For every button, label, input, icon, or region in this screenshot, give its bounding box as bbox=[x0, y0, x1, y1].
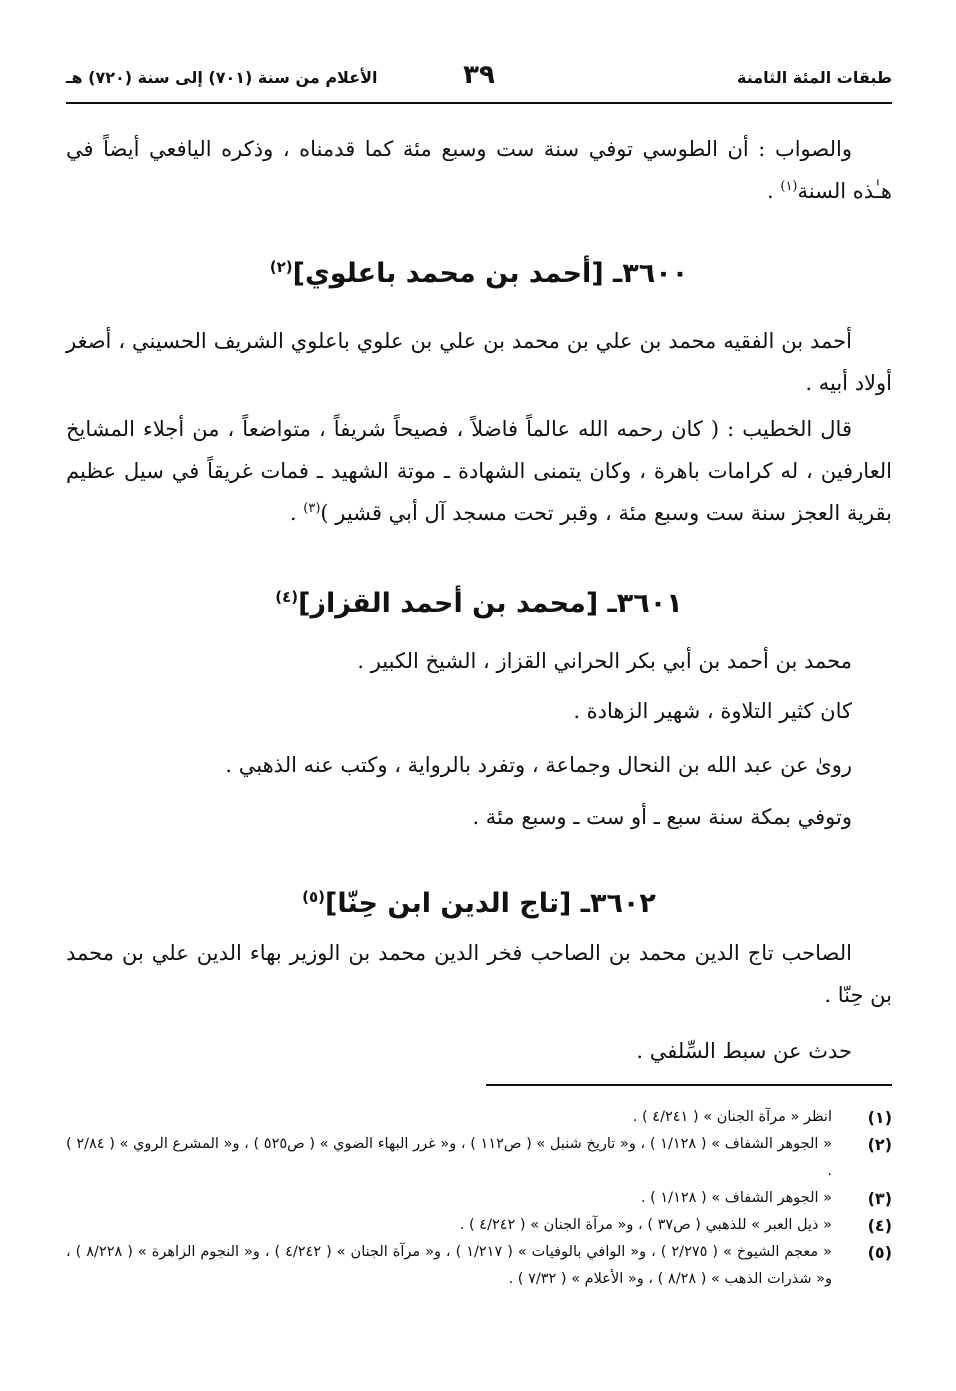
entry-heading-3602 bbox=[66, 884, 892, 924]
footnote-item bbox=[66, 1104, 892, 1131]
footnote-ref: (٢) bbox=[269, 258, 293, 276]
entry-3600-paragraph-2 bbox=[66, 408, 892, 534]
footnote-text: « الجوهر الشفاف » ( ١/١٢٨ ) ، و« تاريخ شنبل » ( ص١١٢ ) ، و« غرر البهاء الضوي » ( ص٥٢٥ ) ، و« المشرع الروي » ( ٢/٨٤ ) . bbox=[66, 1136, 832, 1179]
footnote-ref: (٥) bbox=[302, 888, 325, 906]
entry-3600-paragraph-1 bbox=[66, 320, 892, 404]
intro-text: والصواب : أن الطوسي توفي سنة ست وسبع مئة كما قدمناه ، وذكره اليافعي أيضاً في هـٰذه السنة bbox=[66, 137, 892, 203]
paragraph-text: حدث عن سبط السِّلفي . bbox=[636, 1039, 852, 1063]
paragraph-text: قال الخطيب : ( كان رحمه الله عالماً فاضلاً ، فصيحاً شريفاً ، متواضعاً ، من أجلاء المشايخ العارفين ، له كرامات باهرة ، وكان يتمنى الشهادة ـ موتة الشهيد ـ فمات غريقاً في سيل عظيم بقرية العجز سنة ست وسبع مئة ، وقبر تحت مسجد آل أبي قشير ) bbox=[66, 417, 892, 525]
footnote-item bbox=[66, 1131, 892, 1185]
entry-heading-text: ٣٦٠٠ـ [أحمد بن محمد باعلوي] bbox=[292, 258, 689, 289]
entry-heading-text: ٣٦٠٢ـ [تاج الدين ابن حِنّا] bbox=[324, 888, 656, 919]
entry-3601-paragraph-1 bbox=[66, 640, 892, 682]
paragraph-end: . bbox=[289, 501, 304, 525]
footnote-ref: (٤) bbox=[275, 588, 299, 606]
intro-paragraph bbox=[66, 128, 892, 212]
footnote-text: انظر « مرآة الجنان » ( ٤/٢٤١ ) . bbox=[632, 1109, 832, 1125]
footnote-item bbox=[66, 1212, 892, 1239]
paragraph-text: روىٰ عن عبد الله بن النحال وجماعة ، وتفرد بالرواية ، وكتب عنه الذهبي . bbox=[225, 753, 852, 777]
paragraph-text: أحمد بن الفقيه محمد بن علي بن محمد بن علي بن علوي باعلوي الشريف الحسيني ، أصغر أولاد أبيه . bbox=[66, 329, 892, 395]
page-number: ٣٩ bbox=[463, 60, 495, 90]
paragraph-text: الصاحب تاج الدين محمد بن الصاحب فخر الدين محمد بن الوزير بهاء الدين علي بن محمد بن حِنّا . bbox=[66, 941, 892, 1007]
footnote-text: « الجوهر الشفاف » ( ١/١٢٨ ) . bbox=[640, 1190, 832, 1206]
entry-heading-text: ٣٦٠١ـ [محمد بن أحمد القزاز] bbox=[298, 588, 683, 619]
footnote-number: (٢) bbox=[867, 1135, 892, 1154]
intro-end: . bbox=[767, 179, 781, 203]
paragraph-text: كان كثير التلاوة ، شهير الزهادة . bbox=[573, 699, 852, 723]
entry-3601-paragraph-2 bbox=[66, 690, 892, 732]
footnote-text: « ذيل العبر » للذهبي ( ص٣٧ ) ، و« مرآة الجنان » ( ٤/٢٤٢ ) . bbox=[459, 1217, 832, 1233]
running-header bbox=[66, 58, 892, 96]
footnote-item bbox=[66, 1239, 892, 1293]
footnote-number: (١) bbox=[867, 1108, 892, 1127]
footnote-item bbox=[66, 1185, 892, 1212]
paragraph-text: محمد بن أحمد بن أبي بكر الحراني القزاز ، الشيخ الكبير . bbox=[357, 649, 852, 673]
header-divider bbox=[66, 102, 892, 104]
header-section-title: طبقات المئة الثامنة bbox=[737, 68, 892, 87]
footnote-number: (٥) bbox=[867, 1243, 892, 1262]
entry-3602-paragraph-2 bbox=[66, 1030, 892, 1072]
entry-3602-paragraph-1 bbox=[66, 932, 892, 1016]
footnote-number: (٤) bbox=[867, 1216, 892, 1235]
entry-heading-3601 bbox=[66, 584, 892, 624]
paragraph-text: وتوفي بمكة سنة سبع ـ أو ست ـ وسبع مئة . bbox=[472, 805, 852, 829]
entry-3601-paragraph-3 bbox=[66, 744, 892, 786]
footnote-ref: (١) bbox=[780, 179, 798, 194]
entry-heading-3600 bbox=[66, 254, 892, 294]
header-era-range: الأعلام من سنة (٧٠١) إلى سنة (٧٢٠) هـ bbox=[66, 68, 378, 87]
footnotes bbox=[66, 1104, 892, 1293]
footnote-divider bbox=[486, 1084, 892, 1086]
footnote-ref: (٣) bbox=[303, 501, 321, 516]
footnote-number: (٣) bbox=[867, 1189, 892, 1208]
entry-3601-paragraph-4 bbox=[66, 796, 892, 838]
footnote-text: « معجم الشيوخ » ( ٢/٢٧٥ ) ، و« الوافي بالوفيات » ( ١/٢١٧ ) ، و« مرآة الجنان » ( ٤/٢٤٢ ) ، و« النجوم الزاهرة » ( ٨/٢٢٨ ) ، و« شذرات الذهب » ( ٨/٢٨ ) ، و« الأعلام » ( ٧/٣٢ ) . bbox=[66, 1244, 833, 1287]
